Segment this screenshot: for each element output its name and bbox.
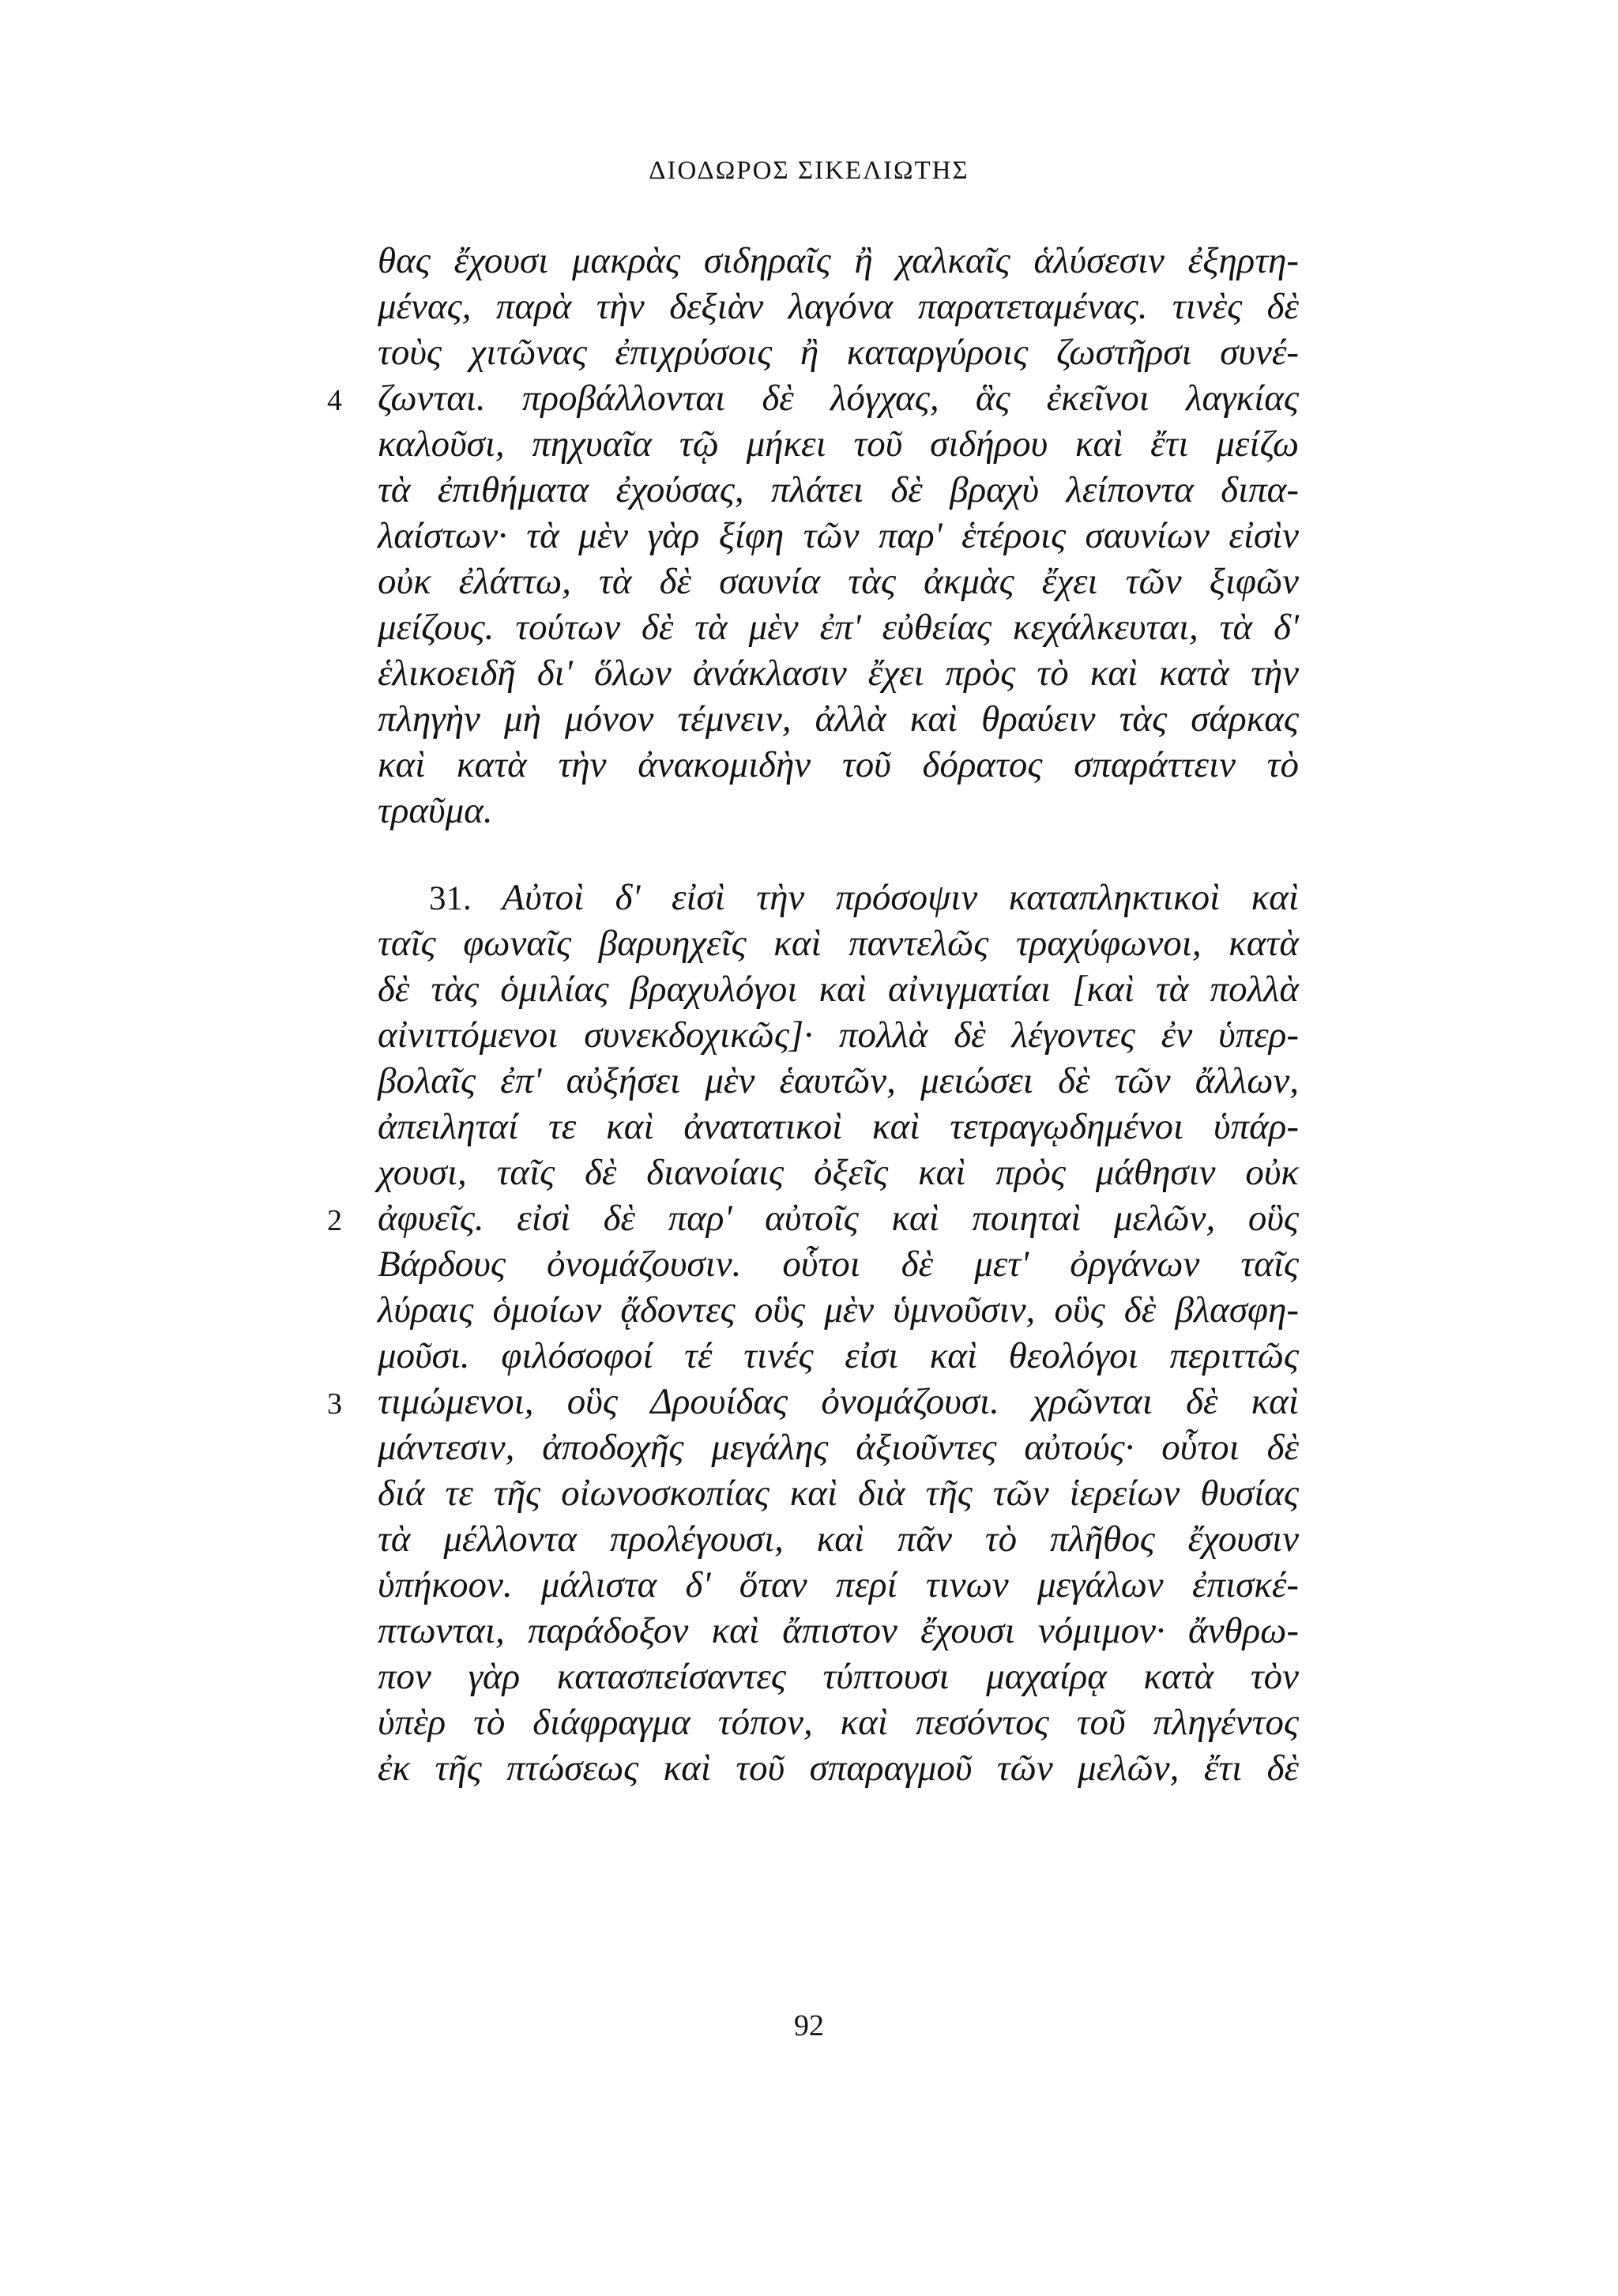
text-line: χουσι, ταῖς δὲ διανοίαις ὀξεῖς καὶ πρὸς μάθησιν οὐκ — [378, 1152, 1299, 1193]
running-header: ΔΙΟΔΩΡΟΣ ΣΙΚΕΛΙΩΤΗΣ — [649, 156, 969, 185]
text-line: μένας, παρὰ τὴν δεξιὰν λαγόνα παρατεταμένας. τινὲς δὲ — [378, 286, 1299, 327]
text-line: αἰνιττόμενοι συνεκδοχικῶς]· πολλὰ δὲ λέγοντες ἐν ὑπερ- — [378, 1014, 1299, 1056]
margin-line-number: 3 — [327, 1387, 342, 1421]
text-line: τοὺς χιτῶνας ἐπιχρύσοις ἢ καταργύροις ζωστῆρσι συνέ- — [378, 332, 1299, 373]
text-line: διά τε τῆς οἰωνοσκοπίας καὶ διὰ τῆς τῶν ἱερείων θυσίας — [378, 1473, 1299, 1514]
text-line: πληγὴν μὴ μόνον τέμνειν, ἀλλὰ καὶ θραύειν τὰς σάρκας — [378, 698, 1299, 740]
text-line: καὶ κατὰ τὴν ἀνακομιδὴν τοῦ δόρατος σπαράττειν τὸ — [378, 744, 1299, 785]
text-line: λαίστων· τὰ μὲν γὰρ ξίφη τῶν παρ' ἑτέροις σαυνίων εἰσὶν — [378, 515, 1299, 556]
text-line: ζωνται. προβάλλονται δὲ λόγχας, ἃς ἐκεῖνοι λαγκίας — [378, 378, 1299, 419]
text-line: καλοῦσι, πηχυαῖα τῷ μήκει τοῦ σιδήρου καὶ ἔτι μείζω — [378, 423, 1299, 465]
text-line: τραῦμα. — [378, 790, 493, 831]
text-line: τὰ ἐπιθήματα ἐχούσας, πλάτει δὲ βραχὺ λείποντα διπα- — [378, 469, 1299, 510]
text-line: δὲ τὰς ὁμιλίας βραχυλόγοι καὶ αἰνιγματίαι [καὶ τὰ πολλὰ — [378, 969, 1299, 1010]
section-first-line-text: Αὐτοὶ δ' εἰσὶ τὴν πρόσοψιν καταπληκτικοὶ καὶ — [502, 877, 1299, 918]
margin-line-number: 2 — [327, 1204, 342, 1237]
text-line: ταῖς φωναῖς βαρυηχεῖς καὶ παντελῶς τραχύφωνοι, κατὰ — [378, 923, 1299, 964]
text-line: ἑλικοειδῆ δι' ὅλων ἀνάκλασιν ἔχει πρὸς τὸ καὶ κατὰ τὴν — [378, 653, 1299, 694]
text-line: ὑπὲρ τὸ διάφραγμα τόπον, καὶ πεσόντος τοῦ πληγέντος — [378, 1702, 1299, 1743]
text-line: θας ἔχουσι μακρὰς σιδηραῖς ἢ χαλκαῖς ἁλύσεσιν ἐξηρτη- — [378, 240, 1299, 281]
section-first-line — [429, 879, 1299, 917]
text-line: τὰ μέλλοντα προλέγουσι, καὶ πᾶν τὸ πλῆθος ἔχουσιν — [378, 1519, 1299, 1560]
text-line: λύραις ὁμοίων ᾄδοντες οὓς μὲν ὑμνοῦσιν, οὓς δὲ βλασφη- — [378, 1289, 1299, 1331]
page-number: 92 — [794, 2009, 824, 2042]
text-line: πτωνται, παράδοξον καὶ ἄπιστον ἔχουσι νόμιμον· ἄνθρω- — [378, 1610, 1299, 1651]
text-line: ὑπήκοον. μάλιστα δ' ὅταν περί τινων μεγάλων ἐπισκέ- — [378, 1564, 1299, 1605]
text-line: μοῦσι. φιλόσοφοί τέ τινές εἰσι καὶ θεολόγοι περιττῶς — [378, 1335, 1299, 1376]
text-line: μείζους. τούτων δὲ τὰ μὲν ἐπ' εὐθείας κεχάλκευται, τὰ δ' — [378, 607, 1299, 648]
text-line: πον γὰρ κατασπείσαντες τύπτουσι μαχαίρᾳ κατὰ τὸν — [378, 1656, 1299, 1697]
text-line: Βάρδους ὀνομάζουσιν. οὗτοι δὲ μετ' ὀργάνων ταῖς — [378, 1244, 1299, 1285]
text-line: μάντεσιν, ἀποδοχῆς μεγάλης ἀξιοῦντες αὐτούς· οὗτοι δὲ — [378, 1427, 1299, 1468]
text-line: ἐκ τῆς πτώσεως καὶ τοῦ σπαραγμοῦ τῶν μελῶν, ἔτι δὲ — [378, 1748, 1299, 1789]
section-number: 31. — [429, 880, 472, 917]
margin-line-number: 4 — [327, 384, 342, 417]
text-line: ἀφυεῖς. εἰσὶ δὲ παρ' αὐτοῖς καὶ ποιηταὶ μελῶν, οὓς — [378, 1198, 1299, 1239]
text-line: τιμώμενοι, οὓς Δρουίδας ὀνομάζουσι. χρῶνται δὲ καὶ — [378, 1381, 1299, 1422]
text-line: οὐκ ἐλάττω, τὰ δὲ σαυνία τὰς ἀκμὰς ἔχει τῶν ξιφῶν — [378, 561, 1299, 602]
text-line: ἀπειληταί τε καὶ ἀνατατικοὶ καὶ τετραγῳδημένοι ὑπάρ- — [378, 1106, 1299, 1147]
text-line: βολαῖς ἐπ' αὐξήσει μὲν ἑαυτῶν, μειώσει δὲ τῶν ἄλλων, — [378, 1060, 1299, 1101]
